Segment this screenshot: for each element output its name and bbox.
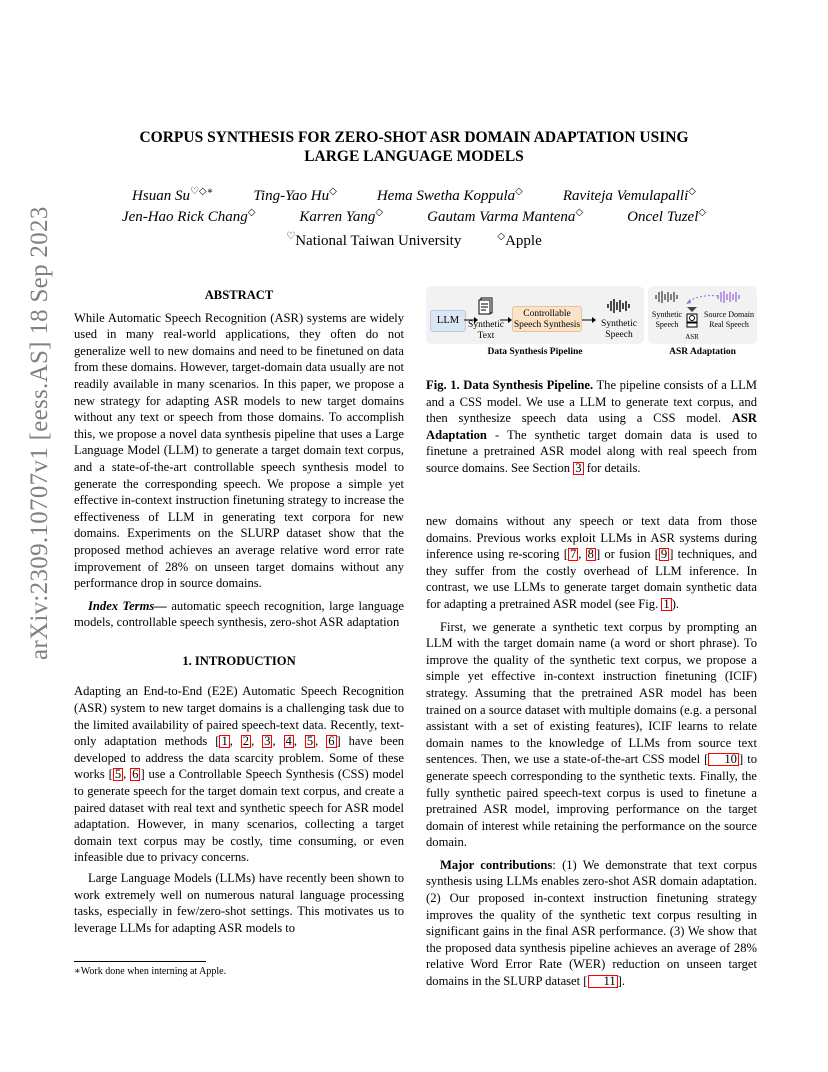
author: Karren Yang◇ [299,207,384,225]
author-block [60,186,768,252]
citation-link[interactable]: 10 [708,753,739,766]
arxiv-id: arXiv:2309.10707v1 [eess.AS] 18 Sep 2023 [26,206,53,660]
index-terms: Index Terms— automatic speech recognition, large language models, controllable speech synthesis, zero-shot ASR adaptation [74,598,404,630]
authors-row-1 [60,186,768,207]
citation-link[interactable]: 9 [660,547,668,562]
intro-heading: 1. INTRODUCTION [182,653,296,668]
waveform-icon [606,298,632,314]
footnote-rule [74,961,206,962]
author: Gautam Varma Mantena◇ [427,207,584,225]
citation-link[interactable]: 5 [114,767,122,782]
waveform-icon [654,290,680,304]
figure-1 [426,286,757,360]
citation-link[interactable]: 3 [264,734,271,749]
citation-link[interactable]: 6 [132,767,139,782]
css-model-box: Controllable Speech Synthesis [512,306,582,332]
citation-link[interactable]: 5 [306,734,314,749]
asr-model-icon [684,306,700,330]
arrow-icon [582,316,596,324]
author: Hsuan Su♡◇∗ [132,186,214,204]
intro-paragraph-2: Large Language Models (LLMs) have recently been shown to work extremely well on numerous natural language processing tasks, especially in few/zero-shot settings. This motivates us to leverage LLMs for adapting ASR models to [74,871,404,935]
intro-paragraph-1: Adapting an End-to-End (E2E) Automatic Speech Recognition (ASR) system to new target domains is a challenging task due to the limited availability of paired speech-text data. Recently, text-only adaptation methods [ 1 , 2 , 3 , 4 , 5 , 6 ] have been developed to address the data scarcity problem. Some of these works [ 5 , 6 ] use a Controllable Speech Synthesis (CSS) model to generate speech for the target domain text corpus, and create a paired dataset with real text and synthetic speech for ASR model adaptation. However, in many scenarios, collecting a target domain text corpus may be costly, time consuming, or even infeasible due to privacy concerns. [74,684,405,865]
citation-link[interactable]: 2 [242,734,250,749]
abstract-text: While Automatic Speech Recognition (ASR) systems are widely used in many real-world applications, they often do not generalize well to new domains and need to be finetuned on data from these domains. However, target-domain data usually are not readily available in many scenarios. In this paper, we propose a new strategy for adapting ASR models to new target domains without any text or speech from those domains. To accomplish this, we propose a novel data synthesis pipeline that uses a Large Language Model (LLM) to generate a target domain text corpus, and a state-of-the-art controllable speech synthesis model to generate the corresponding speech. We propose a simple yet effective in-context instruction finetuning strategy to increase the effectiveness of LLM in generating text corpora for new domains. Experiments on the SLURP dataset show that the proposed method achieves an average relative word error rate improvement of 28% on unseen target domains without any performance drop in source domains. [74,310,404,591]
right-column [426,513,757,990]
section-link[interactable]: 3 [575,460,582,475]
arrow-icon [500,316,512,324]
right-paragraph-3: Major contributions: (1) We demonstrate that text corpus synthesis using LLMs enables zero-shot ASR domain adaptation. (2) Our proposed in-context instruction finetuning strategy improves the quality of the synthetic text corpus resulting in significant gains in the final ASR performance. (3) We show that the proposed data synthesis pipeline achieves an average of 28% relative Word Error Rate (WER) reduction on unseen target domains in the SLURP dataset [ 11 ]. [426,857,757,989]
right-paragraph-2: First, we generate a synthetic text corpus by prompting an LLM with the target domain name (a word or short phrase). To improve the quality of the synthetic text corpus, we propose a simple yet effective in-context instruction finetuning (ICIF) strategy. Assuming that the pretrained ASR model has been trained on a source dataset with multiple domains (e.g. a personal assistant with a set of existing features), ICIF learns to relate domain names to the knowledge of LLMs from source text sentences. Then, we use a state-of-the-art CSS model [ 10 ] to generate speech corresponding to the synthetic texts. Finally, the fully synthetic paired speech-text corpus is used to finetune a pretrained ASR model, improving performance on the target domain of interest while retaining the performance on the source domain. [426,619,757,850]
affiliation: ♡National Taiwan University [286,231,462,249]
synthetic-speech-small-label: Synthetic Speech [651,310,683,329]
affiliation: ◇Apple [497,231,542,249]
citation-link[interactable]: 7 [569,547,577,562]
author: Oncel Tuzel◇ [627,207,707,225]
dashed-arrow-icon [678,292,722,306]
author: Hema Swetha Koppula◇ [376,186,523,204]
figure-caption-text: Fig. 1. Data Synthesis Pipeline. The pipeline consists of a LLM and a CSS model. We use a LLM to generate text corpus, and then synthesize speech data using a CSS model. ASR Adaptation - The synthetic target domain data is used to finetune a pretrained ASR model along with real speech from source domains. See Section 3 for details. [426,378,757,475]
author: Jen-Hao Rick Chang◇ [121,207,256,225]
abstract-heading: ABSTRACT [204,288,274,302]
title-line-2: LARGE LANGUAGE MODELS [304,148,524,165]
asr-label: ASR [685,333,699,341]
source-domain-label: Source Domain Real Speech [704,310,754,329]
citation-link[interactable]: 4 [285,734,292,749]
paper-title [60,128,768,166]
citation-link[interactable]: 1 [221,734,228,749]
affiliations [60,231,768,252]
footnote: ∗Work done when interning at Apple. [74,966,227,977]
citation-link[interactable]: 11 [588,975,618,988]
llm-box: LLM [430,310,466,332]
synthetic-speech-label: Synthetic Speech [601,319,637,340]
right-paragraph-1: new domains without any speech or text data from those domains. Previous works exploit LLMs in ASR systems during inference using re-scoring [ 7 , 8 ] or fusion [ 9 ] techniques, and they suffer from the costly overhead of LLM inference. In contrast, we use LLMs to generate target domain synthetic data for adapting a pretrained ASR model (see Fig. 1 ). [426,514,758,611]
pipeline-caption: Data Synthesis Pipeline [487,347,583,357]
figure-link[interactable]: 1 [663,596,670,611]
author: Raviteja Vemulapalli◇ [562,186,696,204]
left-column [74,287,404,936]
citation-link[interactable]: 8 [587,547,594,562]
document-icon [478,297,494,315]
authors-row-2 [60,207,768,228]
figure-caption [426,377,757,477]
synthetic-text-label: Synthetic Text [468,320,504,341]
author: Ting-Yao Hu◇ [253,186,337,204]
citation-link[interactable]: 6 [328,734,335,749]
adaptation-caption: ASR Adaptation [669,347,736,357]
title-line-1: CORPUS SYNTHESIS FOR ZERO-SHOT ASR DOMAIN ADAPTATION USING [139,129,689,146]
